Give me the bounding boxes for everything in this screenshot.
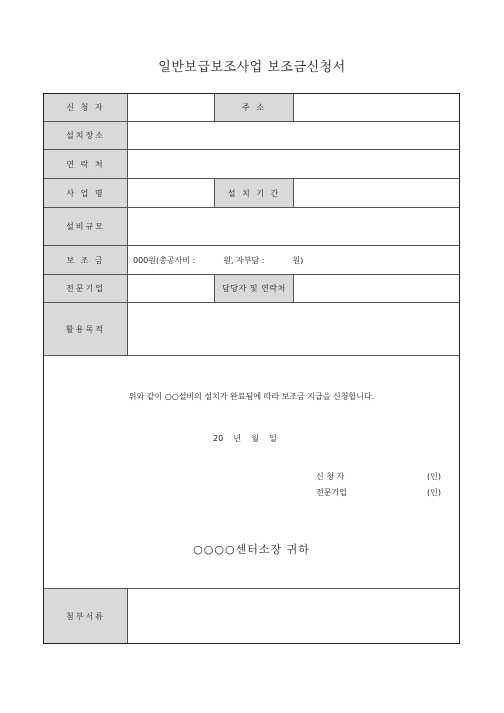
applicant-label: 신 청 자 (44, 94, 128, 121)
recipient-line: ○○○○센터소장 귀하 (193, 543, 310, 556)
row-subsidy (44, 246, 459, 275)
purpose-field[interactable] (128, 303, 459, 355)
row-install-place (44, 122, 459, 150)
subsidy-label: 보 조 금 (44, 246, 128, 274)
project-name-field[interactable] (128, 179, 214, 207)
subsidy-field[interactable]: 000원(총공사비 : 원, 자부담 : 원) (133, 255, 304, 265)
sign-applicant-label: 신 청 자 (316, 472, 345, 481)
install-place-label: 설치장소 (44, 122, 128, 149)
sign-company-seal: (인) (427, 488, 441, 497)
install-period-label: 설 치 기 간 (214, 179, 294, 207)
install-place-field[interactable] (128, 122, 459, 149)
form-title: 일반보급보조사업 보조금신청서 (158, 60, 346, 75)
address-label: 주 소 (214, 94, 294, 121)
row-purpose (44, 303, 459, 356)
specialist-company-field[interactable] (128, 275, 214, 302)
row-attachments (44, 589, 459, 643)
attachments-label: 첨부서류 (44, 589, 128, 643)
declaration-section (44, 356, 459, 589)
sign-company-label: 전문기업 (316, 488, 347, 497)
contact-label: 연 락 처 (44, 150, 128, 178)
applicant-field[interactable] (128, 94, 214, 121)
sign-applicant-seal: (인) (427, 472, 441, 481)
manager-contact-label: 담당자 및 연락처 (214, 275, 294, 302)
row-contact (44, 150, 459, 179)
manager-contact-field[interactable] (294, 275, 459, 302)
statement-text: 위와 같이 ○○설비의 설치가 완료됨에 따라 보조금 지급을 신청합니다. (128, 392, 375, 401)
address-field[interactable] (294, 94, 459, 121)
contact-field[interactable] (128, 150, 459, 178)
row-project (44, 179, 459, 208)
install-period-field[interactable] (294, 179, 459, 207)
row-company (44, 275, 459, 303)
facility-scale-field[interactable] (128, 208, 459, 245)
purpose-label: 활용목적 (44, 303, 128, 355)
date-line: 20 년 월 일 (213, 434, 277, 443)
project-name-label: 사 업 명 (44, 179, 128, 207)
application-form (43, 93, 460, 644)
attachments-field[interactable] (128, 589, 459, 643)
row-applicant (44, 94, 459, 122)
facility-scale-label: 설비규모 (44, 208, 128, 245)
specialist-company-label: 전문기업 (44, 275, 128, 302)
row-facility-scale (44, 208, 459, 246)
